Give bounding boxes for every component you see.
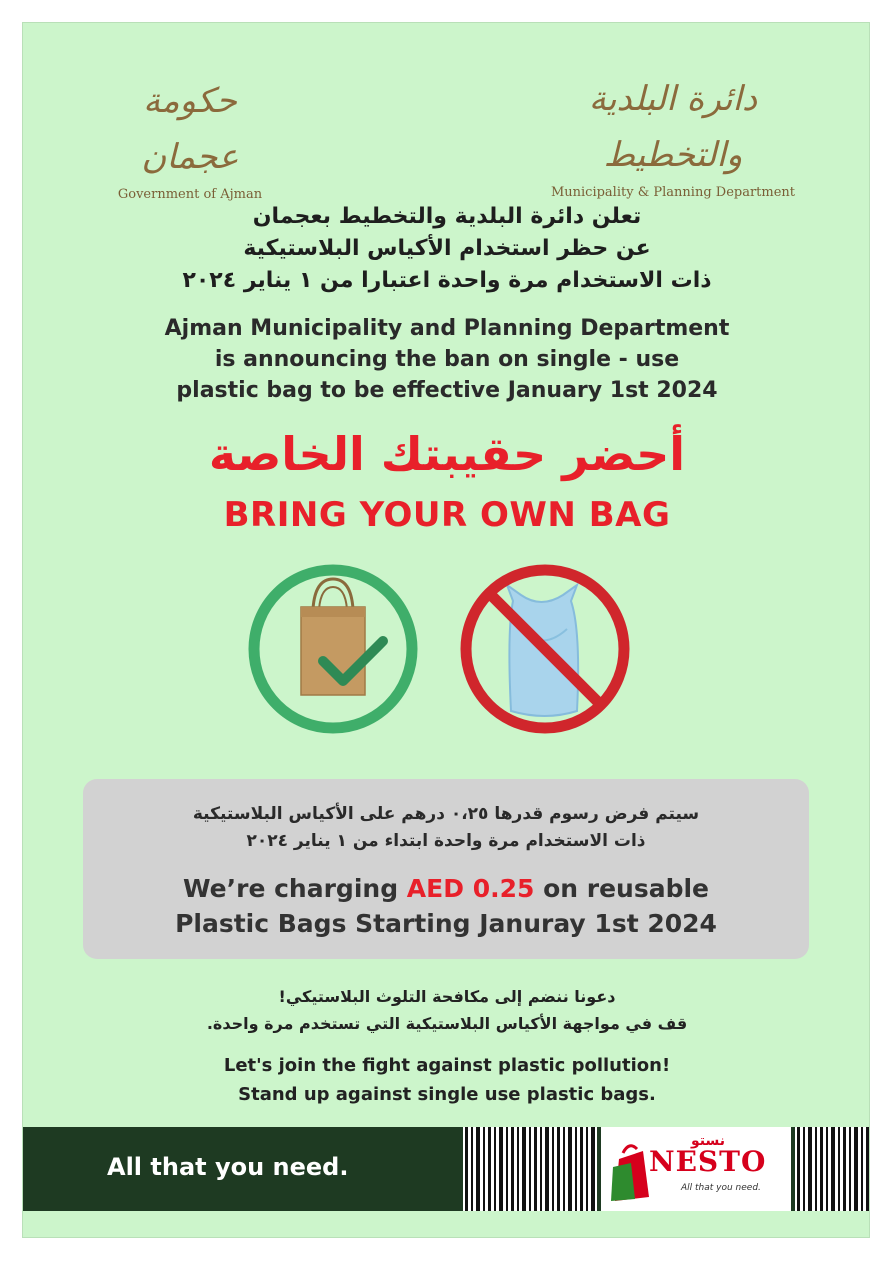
nesto-arabic-name: نستو (691, 1133, 725, 1149)
fee-notice-english (83, 871, 809, 941)
fee-notice-english-line2: Plastic Bags Starting Januray 1st 2024 (175, 909, 717, 938)
municipality-calligraphy: دائرة البلدية والتخطيط (588, 79, 758, 175)
poster (22, 22, 870, 1238)
ajman-logo-caption: Government of Ajman (117, 187, 263, 202)
fee-suffix: on reusable (534, 874, 710, 903)
call-to-action-english (23, 1051, 870, 1109)
fee-notice-arabic (83, 801, 809, 855)
fee-notice (83, 779, 809, 959)
announcement-arabic-line: ذات الاستخدام مرة واحدة اعتبارا من ١ يناير ٢٠٢٤ (182, 268, 712, 293)
government-of-ajman-logo (95, 73, 285, 202)
slogan-arabic: أحضر حقيبتك الخاصة (208, 427, 686, 481)
fee-currency: AED (406, 874, 473, 903)
nesto-brand-name: NESTO (649, 1145, 767, 1178)
announcement-english-line: is announcing the ban on single - use (214, 347, 680, 372)
ajman-calligraphy: حكومة عجمان (141, 81, 239, 177)
bag-icons (245, 561, 645, 737)
cta-arabic-line: دعونا ننضم إلى مكافحة التلوث البلاستيكي! (278, 987, 616, 1006)
announcement-english (23, 313, 870, 406)
cta-arabic-line: قف في مواجهة الأكياس البلاستيكية التي تستخدم مرة واحدة. (206, 1014, 688, 1033)
cta-english-line: Stand up against single use plastic bags. (238, 1084, 656, 1105)
footer-tagline: All that you need. (107, 1153, 349, 1181)
fee-notice-arabic-line: ذات الاستخدام مرة واحدة ابتداء من ١ يناير ٢٠٢٤ (246, 831, 646, 851)
cta-english-line: Let's join the fight against plastic pollution! (223, 1055, 671, 1076)
announcement-english-line: Ajman Municipality and Planning Department (164, 316, 730, 341)
barcode-right-decoration (795, 1127, 870, 1211)
municipality-logo (543, 71, 803, 200)
announcement-arabic-line: عن حظر استخدام الأكياس البلاستيكية (243, 236, 651, 261)
announcement-arabic-line: تعلن دائرة البلدية والتخطيط بعجمان (252, 204, 642, 229)
slogan-english: BRING YOUR OWN BAG (223, 495, 671, 535)
announcement-english-line: plastic bag to be effective January 1st 2024 (176, 378, 718, 403)
call-to-action-arabic (23, 983, 870, 1037)
announcement-arabic (23, 201, 870, 297)
plastic-bag-prohibited-icon (466, 570, 624, 728)
nesto-tagline: All that you need. (681, 1183, 761, 1193)
fee-notice-english-line1 (83, 871, 809, 906)
fee-amount: 0.25 (472, 874, 535, 903)
barcode-left-decoration (463, 1127, 597, 1211)
footer-bar (23, 1127, 870, 1211)
fee-prefix: We’re charging (182, 874, 407, 903)
nesto-logo (601, 1127, 791, 1211)
fee-notice-arabic-line: سيتم فرض رسوم قدرها ٠،٢٥ درهم على الأكياس البلاستيكية (192, 804, 700, 824)
paper-bag-check-icon (254, 570, 412, 728)
municipality-logo-caption: Municipality & Planning Department (550, 185, 796, 200)
nesto-bag-icon (609, 1137, 653, 1203)
